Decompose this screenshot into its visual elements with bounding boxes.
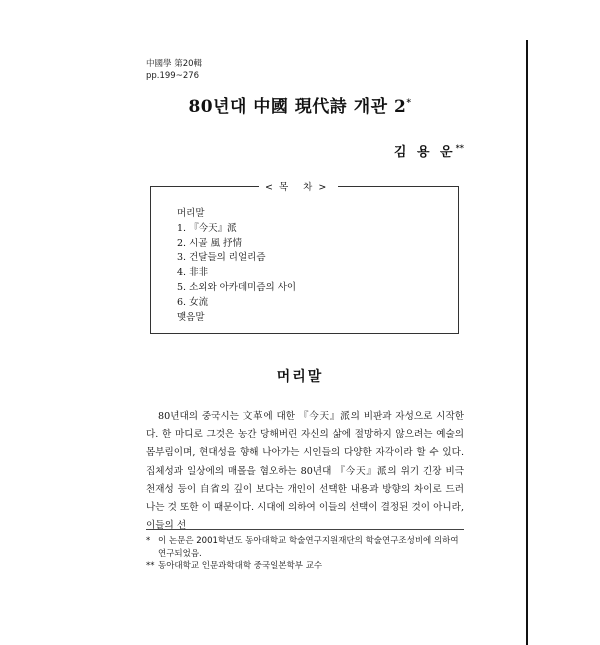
toc-header: <목 차> <box>259 179 338 193</box>
footnote-mark: * <box>146 536 151 546</box>
toc-item: 4. 非非 <box>177 267 209 279</box>
toc-item: 1. 『今天』派 <box>177 222 237 234</box>
journal-pages: pp.199~276 <box>146 71 200 81</box>
table-of-contents <box>150 182 459 334</box>
paper-title <box>0 92 600 117</box>
footnote-text: 이 논문은 2001학년도 동아대학교 학술연구지원재단의 학술연구조성비에 의하여 연구되었음. <box>158 536 459 559</box>
title-footnote-mark: * <box>406 98 412 109</box>
paper-title-text: 80년대 中國 現代詩 개관 2 <box>188 97 407 117</box>
toc-item: 2. 시골 風 抒情 <box>177 237 242 249</box>
toc-item: 6. 女流 <box>177 296 209 308</box>
footnote <box>146 535 466 560</box>
journal-info <box>146 58 202 82</box>
toc-list <box>177 207 296 325</box>
toc-item: 3. 건달들의 리얼리즘 <box>177 252 266 264</box>
scan-page-edge <box>526 40 528 645</box>
footnote <box>146 560 466 573</box>
toc-item: 머리말 <box>177 208 205 219</box>
journal-name: 中國學 第20輯 <box>146 59 203 69</box>
body-paragraph: 80년대의 중국시는 文革에 대한 『今天』派의 비판과 자성으로 시작한다. 한 마디로 그것은 농간 당해버린 자신의 삶에 절망하지 않으려는 예술의 몸부림이며, 현대성을 향해 나아가는 시인들의 다양한 자각이라 할 수 있다. 집체성과 일상에의 매몰을 혐오하는 80년대 『今天』派의 위기 긴장 비극 천재성 등이 自省의 깊이 보다는 개인이 선택한 내용과 방향의 차이로 드러나는 것 또한 이 때문이다. 시대에 의하여 이들의 선택이 결정된 것이 아니라, 이들의 선 <box>146 411 464 532</box>
author <box>394 141 464 160</box>
toc-item: 5. 소외와 아카데미즘의 사이 <box>177 281 297 293</box>
author-name: 김 용 운 <box>393 145 456 160</box>
author-footnote-mark: ** <box>455 142 464 153</box>
section-heading: 머리말 <box>276 369 324 385</box>
toc-item: 맺음말 <box>177 311 205 323</box>
footnote-divider <box>146 529 464 530</box>
footnote-mark: ** <box>146 561 155 571</box>
footnote-text: 동아대학교 인문과학대학 중국일본학부 교수 <box>158 561 323 571</box>
footnotes <box>146 535 466 573</box>
